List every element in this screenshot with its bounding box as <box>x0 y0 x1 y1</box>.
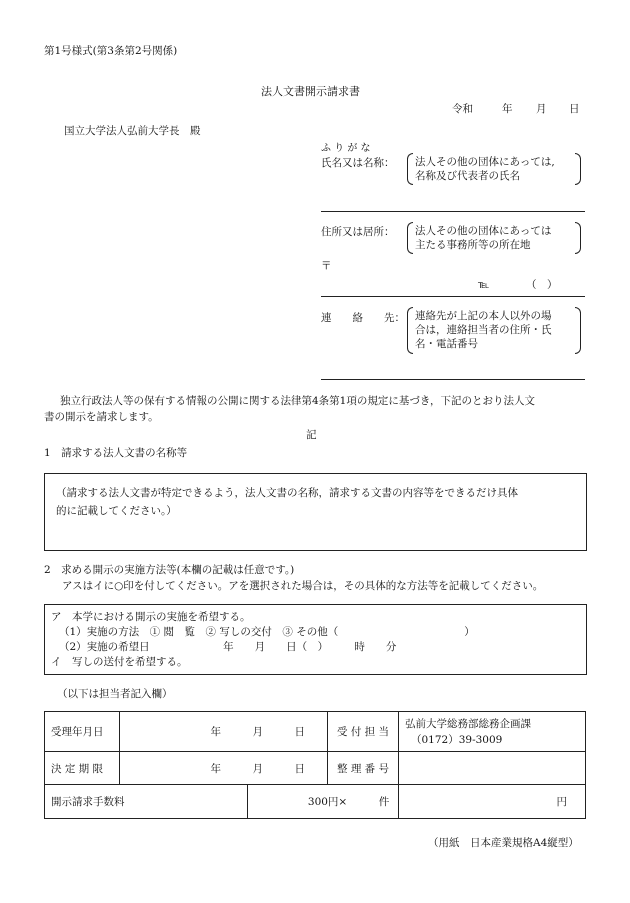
date-day: 日 <box>569 103 580 115</box>
ref-number-value[interactable] <box>399 752 586 785</box>
page-title: 法人文書開示請求書 <box>261 85 360 98</box>
option-a-method: （1）実施の方法 ① 閲 覧 ② 写しの交付 ③ その他（ ） <box>59 626 475 638</box>
contact-label: 連 絡 先： <box>321 312 405 324</box>
staff-note: （以下は担当者記入欄） <box>57 688 173 700</box>
name-bracket-right <box>575 153 581 185</box>
name-bracket-left <box>407 153 413 185</box>
furigana-label: ふ り が な <box>321 143 371 154</box>
addressee: 国立大学法人弘前大学長 殿 <box>64 125 201 137</box>
fee-value[interactable]: 300円× 件 <box>247 785 398 819</box>
contact-note-line3: 名・電話番号 <box>415 338 478 350</box>
received-date-label: 受理年月日 <box>45 712 120 752</box>
received-date-value[interactable]: 年 月 日 <box>120 712 328 752</box>
handler-label: 受 付 担 当 <box>328 712 399 752</box>
handler-office: 弘前大学総務部総務企画課 <box>405 717 531 730</box>
fee-label: 開示請求手数料 <box>45 785 248 819</box>
staff-table <box>44 711 586 819</box>
address-note-line1: 法人その他の団体にあっては <box>415 225 552 237</box>
section2-instruction: アスはイに○印を付してください。アを選択された場合は，その具体的な方法等を記載してください。 <box>62 580 544 592</box>
section1-note-line2: 的に記載してください。） <box>56 505 177 517</box>
address-label: 住所又は居所： <box>321 226 395 238</box>
footer-paper-size: （用紙 日本産業規格A4縦型） <box>428 837 579 849</box>
address-note-line2: 主たる事務所等の所在地 <box>415 239 531 251</box>
ref-number-label: 整 理 番 号 <box>328 752 399 785</box>
tel-field: ℡ （ ） <box>478 279 558 291</box>
option-a-date: （2）実施の希望日 年 月 日（ ） 時 分 <box>59 641 397 653</box>
address-bracket-left <box>407 222 413 254</box>
option-b: イ 写しの送付を希望する。 <box>51 656 188 668</box>
section1-heading: 1 請求する法人文書の名称等 <box>44 447 188 459</box>
name-label: 氏名又は名称： <box>321 157 395 169</box>
intro-line1: 独立行政法人等の保有する情報の公開に関する法律第4条第1項の規定に基づき，下記のとおり法人文 <box>60 395 535 407</box>
address-bracket-right <box>575 222 581 254</box>
contact-note-line2: 合は，連絡担当者の住所・氏 <box>415 324 552 336</box>
deadline-value[interactable]: 年 月 日 <box>120 752 328 785</box>
deadline-label: 決 定 期 限 <box>45 752 120 785</box>
handler-value <box>399 712 586 752</box>
option-a: ア 本学における開示の実施を希望する。 <box>51 611 251 623</box>
intro-line2: 書の開示を請求します。 <box>44 411 159 423</box>
contact-write-line[interactable] <box>321 379 585 380</box>
contact-bracket-left <box>407 307 413 354</box>
disclosure-method-box[interactable] <box>44 604 587 675</box>
date-era: 令和 <box>452 103 473 115</box>
handler-phone: （0172）39-3009 <box>411 733 503 746</box>
section2-heading: 2 求める開示の実施方法等(本欄の記載は任意です。) <box>44 564 295 576</box>
document-name-box[interactable] <box>44 473 587 551</box>
contact-bracket-right <box>575 307 581 354</box>
fee-unit: 円 <box>399 785 586 819</box>
contact-note-line1: 連絡先が上記の本人以外の場 <box>415 310 552 322</box>
date-month: 月 <box>536 103 547 115</box>
ki-heading: 記 <box>306 429 317 441</box>
name-note-line2: 名称及び代表者の氏名 <box>415 170 520 182</box>
address-write-line[interactable] <box>321 296 585 297</box>
postal-mark: 〒 <box>321 260 332 272</box>
date-year: 年 <box>502 103 513 115</box>
name-write-line[interactable] <box>321 211 585 212</box>
form-number: 第1号様式(第3条第2号関係) <box>44 45 178 57</box>
section1-note-line1: （請求する法人文書が特定できるよう，法人文書の名称，請求する文書の内容等をできるだけ具体 <box>56 487 518 499</box>
name-note-line1: 法人その他の団体にあっては, <box>415 156 555 168</box>
